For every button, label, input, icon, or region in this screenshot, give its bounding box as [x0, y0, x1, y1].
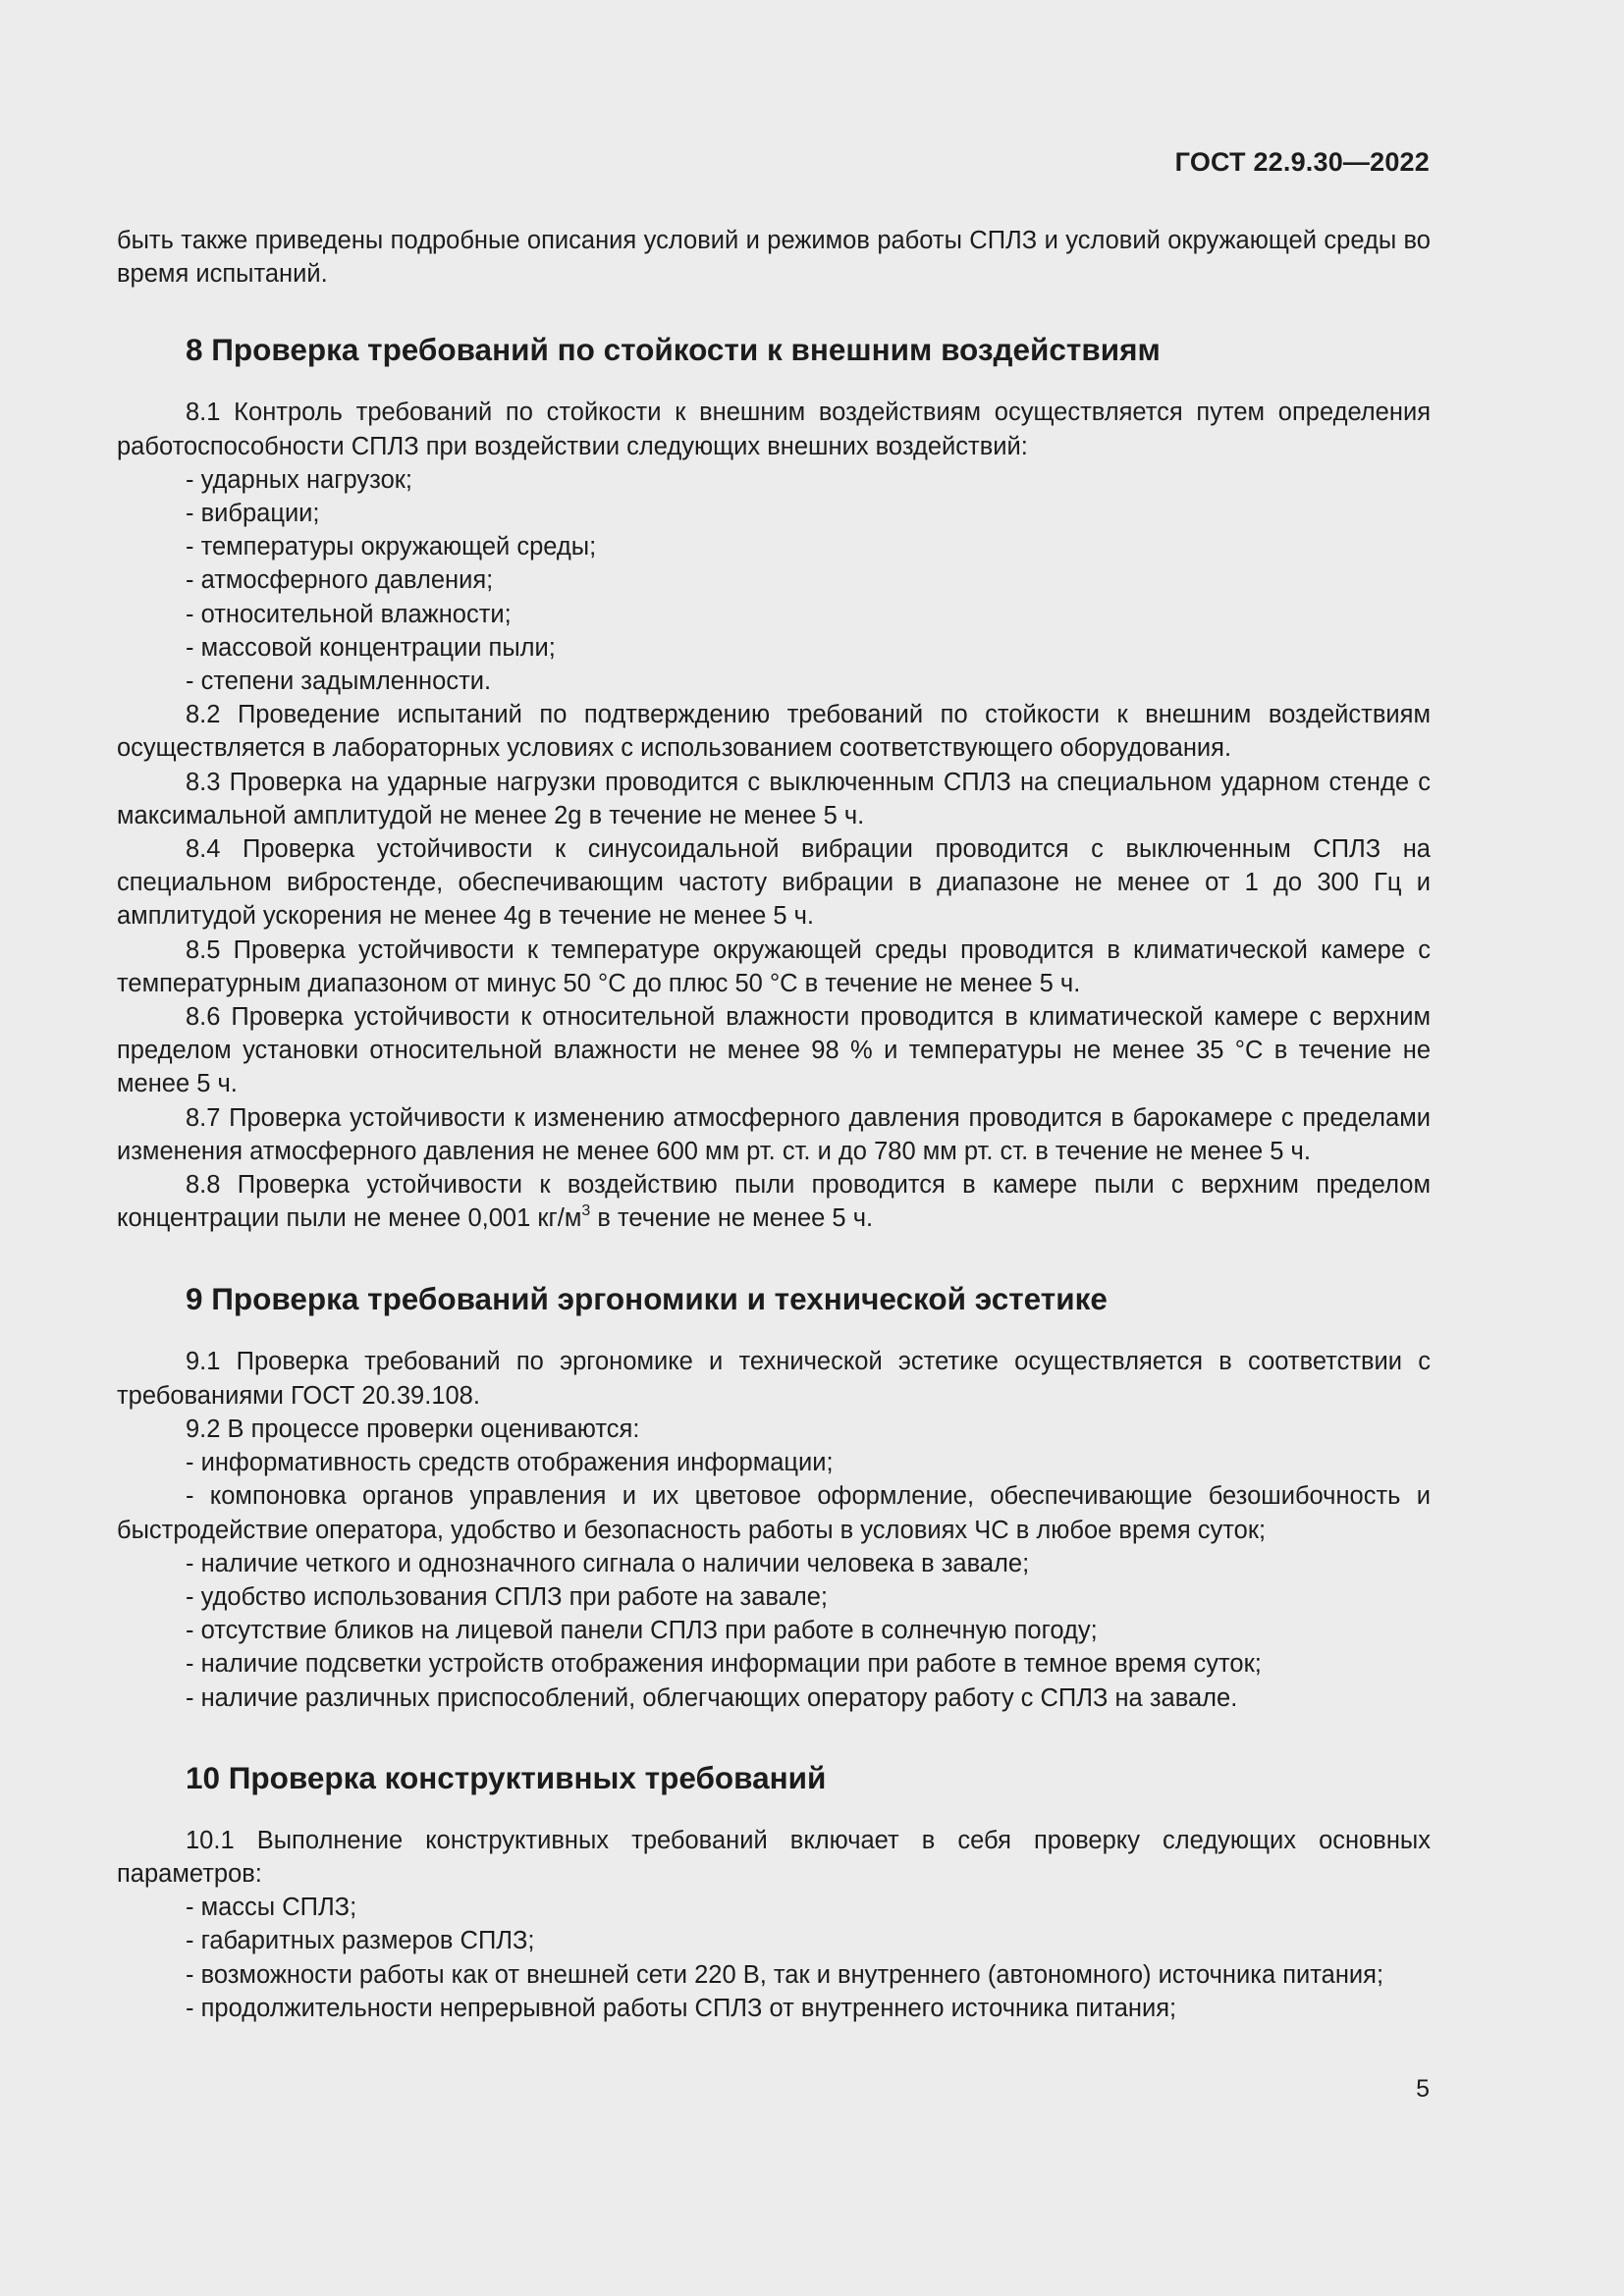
- section-10-title: 10 Проверка конструктивных требований: [186, 1759, 827, 1795]
- list-item: - наличие четкого и однозначного сигнала о наличии человека в завале;: [186, 1549, 1030, 1577]
- document-code: ГОСТ 22.9.30—2022: [1174, 147, 1430, 177]
- paragraph-8-6: 8.6 Проверка устойчивости к относительной влажности проводится в климатической камере с верхним пределом установки относительной влажности не менее 98 % и температуры не менее 35 °С в течение не менее 5 ч.: [117, 1003, 1431, 1098]
- paragraph-8-2: 8.2 Проведение испытаний по подтверждению требований по стойкости к внешним воздействиям осуществляется в лабораторных условиях с использованием соответствующего оборудования.: [117, 701, 1431, 763]
- paragraph-8-4: 8.4 Проверка устойчивости к синусоидальной вибрации проводится с выключенным СПЛЗ на специальном вибростенде, обеспечивающим частоту вибрации в диапазоне не менее от 1 до 300 Гц и амплитудой ускорения не менее 4g в течение не менее 5 ч.: [117, 835, 1431, 931]
- list-item: - массы СПЛЗ;: [186, 1894, 357, 1922]
- paragraph-10-1: 10.1 Выполнение конструктивных требований включает в себя проверку следующих основных параметров:: [117, 1826, 1431, 1888]
- paragraph-9-2: 9.2 В процессе проверки оцениваются:: [186, 1415, 640, 1443]
- paragraph-9-1: 9.1 Проверка требований по эргономике и технической эстетике осуществляется в соответствии с требованиями ГОСТ 20.39.108.: [117, 1348, 1431, 1410]
- page-number: 5: [1416, 2075, 1430, 2103]
- list-item: - информативность средств отображения информации;: [186, 1449, 834, 1477]
- list-item: - габаритных размеров СПЛЗ;: [186, 1927, 535, 1955]
- paragraph-8-8-text: 8.8 Проверка устойчивости к воздействию пыли проводится в камере пыли с верхним пределом концентрации пыли не менее 0,001 кг/м: [117, 1171, 1431, 1233]
- cubic-superscript: 3: [581, 1202, 591, 1220]
- list-item: - отсутствие бликов на лицевой панели СПЛЗ при работе в солнечную погоду;: [186, 1617, 1098, 1645]
- list-item: - степени задымленности.: [186, 667, 492, 696]
- list-item: - компоновка органов управления и их цветовое оформление, обеспечивающие безошибочность и быстродействие оператора, удобство и безопасность работы в условиях ЧС в любое время суток;: [117, 1482, 1431, 1544]
- list-item: - атмосферного давления;: [186, 566, 494, 595]
- paragraph-8-5: 8.5 Проверка устойчивости к температуре окружающей среды проводится в климатической камере с температурным диапазоном от минус 50 °С до плюс 50 °С в течение не менее 5 ч.: [117, 935, 1431, 997]
- page-content: [117, 224, 1431, 2025]
- paragraph-8-7: 8.7 Проверка устойчивости к изменению атмосферного давления проводится в барокамере с пределами изменения атмосферного давления не менее 600 мм рт. ст. и до 780 мм рт. ст. в течение не менее 5 ч.: [117, 1103, 1431, 1165]
- list-item: - наличие подсветки устройств отображения информации при работе в темное время суток;: [186, 1650, 1262, 1679]
- intro-paragraph: быть также приведены подробные описания условий и режимов работы СПЛЗ и условий окружающей среды во время испытаний.: [117, 227, 1431, 289]
- paragraph-8-8: [117, 1168, 1431, 1235]
- paragraph-8-1: 8.1 Контроль требований по стойкости к внешним воздействиям осуществляется путем определения работоспособности СПЛЗ при воздействии следующих внешних воздействий:: [117, 399, 1431, 460]
- list-item: - наличие различных приспособлений, облегчающих оператору работу с СПЛЗ на завале.: [186, 1683, 1238, 1712]
- list-item: - продолжительности непрерывной работы СПЛЗ от внутреннего источника питания;: [186, 1994, 1177, 2022]
- list-item: - относительной влажности;: [186, 600, 512, 628]
- list-item: - возможности работы как от внешней сети 220 В, так и внутреннего (автономного) источника питания;: [186, 1960, 1384, 1989]
- paragraph-8-8-tail: в течение не менее 5 ч.: [590, 1204, 874, 1233]
- section-9-title: 9 Проверка требований эргономики и технической эстетике: [186, 1281, 1108, 1317]
- list-item: - массовой концентрации пыли;: [186, 633, 556, 662]
- section-8-title: 8 Проверка требований по стойкости к внешним воздействиям: [186, 332, 1161, 368]
- paragraph-8-3: 8.3 Проверка на ударные нагрузки проводится с выключенным СПЛЗ на специальном ударном стенде с максимальной амплитудой не менее 2g в течение не менее 5 ч.: [117, 768, 1431, 829]
- list-item: - ударных нагрузок;: [186, 465, 413, 494]
- list-item: - удобство использования СПЛЗ при работе на завале;: [186, 1582, 828, 1611]
- list-item: - температуры окружающей среды;: [186, 533, 597, 561]
- list-item: - вибрации;: [186, 500, 320, 528]
